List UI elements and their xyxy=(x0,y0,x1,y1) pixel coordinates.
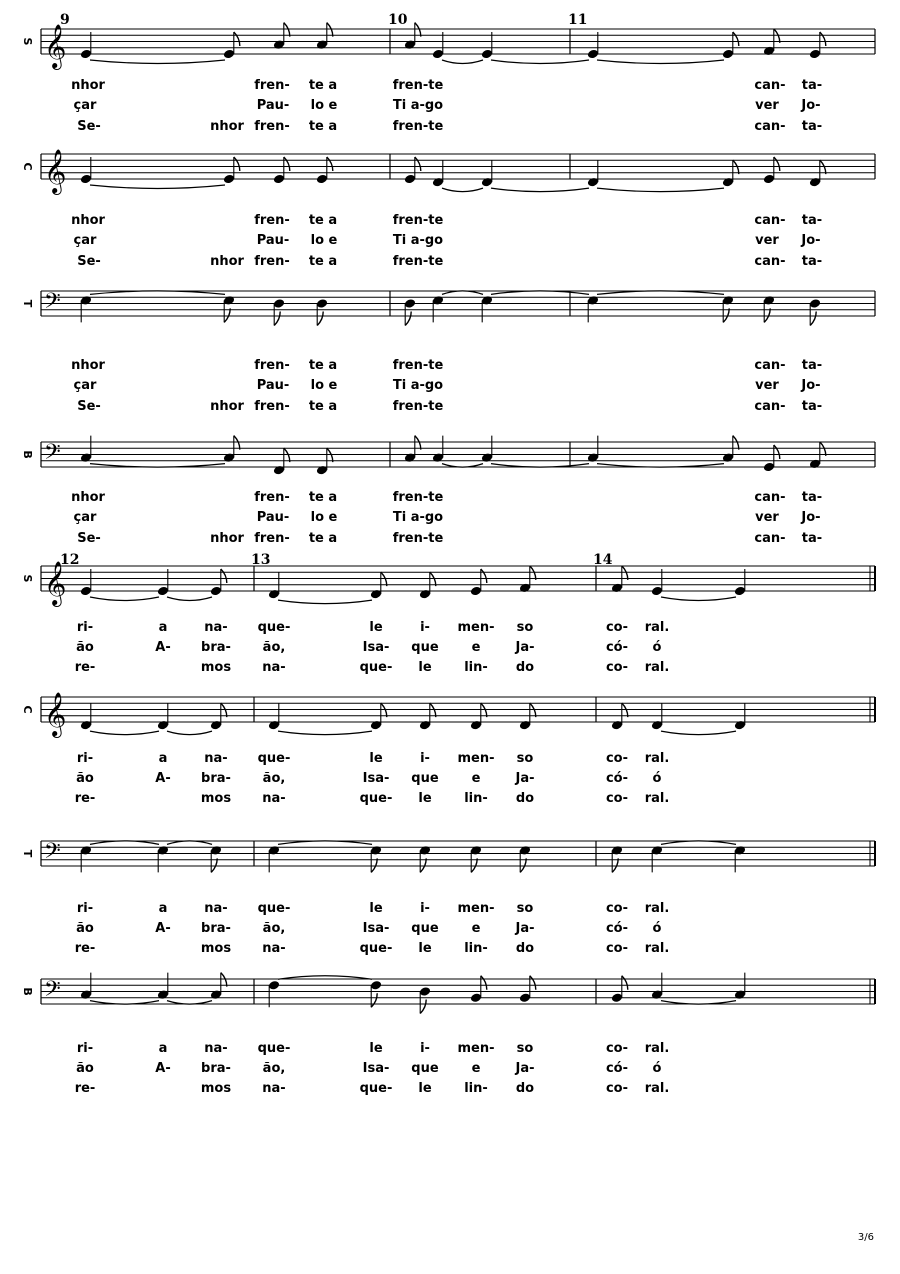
voice-label: S xyxy=(21,37,34,46)
lyric-syllable: Pau- xyxy=(256,98,290,113)
lyric-syllable: que- xyxy=(359,660,393,675)
lyric-syllable: can- xyxy=(754,531,786,546)
note-flag xyxy=(211,858,217,872)
note-flag xyxy=(234,32,240,46)
lyric-syllable: ta- xyxy=(801,531,823,546)
lyric-syllable: Ti a-go xyxy=(392,378,444,393)
lyric-syllable: ri- xyxy=(76,1041,94,1056)
note-flag xyxy=(317,312,323,326)
lyric-syllable: fren- xyxy=(254,213,290,228)
lyric-syllable: çar xyxy=(73,378,97,393)
lyric-syllable: ral. xyxy=(644,751,670,766)
lyric-syllable: ta- xyxy=(801,119,823,134)
treble-clef-icon: 𝄞 xyxy=(44,692,67,736)
note-flag xyxy=(520,858,526,872)
note-flag xyxy=(733,32,739,46)
lyric-syllable: ral. xyxy=(644,620,670,635)
lyric-syllable: Ja- xyxy=(515,771,535,786)
lyric-syllable: le xyxy=(418,791,432,806)
lyric-syllable: Pau- xyxy=(256,233,290,248)
staff-T xyxy=(21,839,875,956)
note-flag xyxy=(381,703,387,717)
note-flag xyxy=(530,703,536,717)
treble-clef-icon: 𝄞 xyxy=(44,149,67,193)
measure-number: 9 xyxy=(60,12,70,28)
lyric-syllable: ta- xyxy=(801,399,823,414)
note-flag xyxy=(733,436,739,450)
lyric-syllable: lin- xyxy=(464,941,488,956)
tie xyxy=(90,185,225,189)
note-flag xyxy=(622,976,628,990)
lyric-syllable: A- xyxy=(155,640,171,655)
bass-clef-icon: 𝄢 xyxy=(44,839,61,869)
lyric-syllable: bra- xyxy=(201,640,231,655)
lyric-syllable: fren-te xyxy=(392,531,444,546)
lyric-syllable: que- xyxy=(257,1041,291,1056)
lyric-syllable: men- xyxy=(457,901,495,916)
lyric-syllable: ão, xyxy=(262,1061,286,1076)
note-flag xyxy=(481,976,487,990)
bass-clef-icon: 𝄢 xyxy=(44,289,61,319)
lyric-syllable: bra- xyxy=(201,921,231,936)
lyric-syllable: ta- xyxy=(801,254,823,269)
lyric-syllable: ão, xyxy=(262,921,286,936)
lyric-syllable: ó xyxy=(652,771,662,786)
lyric-syllable: Pau- xyxy=(256,378,290,393)
note-flag xyxy=(612,858,618,872)
lyric-syllable: ta- xyxy=(801,78,823,93)
treble-clef-icon: 𝄞 xyxy=(44,24,67,68)
lyric-syllable: na- xyxy=(204,1041,228,1056)
lyric-syllable: na- xyxy=(204,620,228,635)
note-flag xyxy=(471,858,477,872)
note-flag xyxy=(820,442,826,456)
lyric-syllable: men- xyxy=(457,751,495,766)
lyric-syllable: que- xyxy=(359,1081,393,1096)
tie xyxy=(442,60,483,64)
lyric-syllable: fren-te xyxy=(392,254,444,269)
lyric-syllable: ver xyxy=(755,233,779,248)
lyric-syllable: can- xyxy=(754,78,786,93)
lyric-syllable: re- xyxy=(74,1081,96,1096)
note-flag xyxy=(284,23,290,37)
staff-S xyxy=(21,561,875,675)
lyric-syllable: nhor xyxy=(210,119,244,134)
lyric-syllable: le xyxy=(418,660,432,675)
lyric-syllable: lo e xyxy=(310,510,338,525)
tie xyxy=(661,597,736,601)
note-flag xyxy=(327,157,333,171)
lyric-syllable: can- xyxy=(754,213,786,228)
lyric-syllable: ral. xyxy=(644,791,670,806)
lyric-syllable: nhor xyxy=(71,358,105,373)
lyric-syllable: re- xyxy=(74,791,96,806)
lyric-syllable: men- xyxy=(457,1041,495,1056)
lyric-syllable: ó xyxy=(652,1061,662,1076)
lyric-syllable: que- xyxy=(359,791,393,806)
note-flag xyxy=(221,703,227,717)
staff-C xyxy=(21,692,875,806)
lyric-syllable: ver xyxy=(755,98,779,113)
lyric-syllable: lin- xyxy=(464,660,488,675)
lyric-syllable: fren-te xyxy=(392,78,444,93)
lyric-syllable: ão, xyxy=(262,771,286,786)
lyric-syllable: lo e xyxy=(310,233,338,248)
lyric-syllable: le xyxy=(369,751,383,766)
bass-clef-icon: 𝄢 xyxy=(44,440,61,470)
lyric-syllable: re- xyxy=(74,941,96,956)
voice-label: S xyxy=(21,574,34,583)
note-flag xyxy=(274,312,280,326)
lyric-syllable: ri- xyxy=(76,751,94,766)
note-flag xyxy=(774,445,780,459)
voice-label: T xyxy=(21,299,34,308)
lyric-syllable: le xyxy=(369,620,383,635)
lyric-syllable: Se- xyxy=(77,399,101,414)
lyric-syllable: ão xyxy=(76,1061,94,1076)
staff-S xyxy=(21,23,875,134)
lyric-syllable: le xyxy=(369,901,383,916)
note-flag xyxy=(234,436,240,450)
note-flag xyxy=(774,157,780,171)
note-flag xyxy=(221,973,227,987)
lyric-syllable: e xyxy=(471,921,481,936)
lyric-syllable: Ja- xyxy=(515,1061,535,1076)
tie xyxy=(90,60,225,64)
lyric-syllable: Jo- xyxy=(801,378,821,393)
lyric-syllable: que xyxy=(411,921,439,936)
lyric-syllable: fren- xyxy=(254,531,290,546)
lyric-syllable: so xyxy=(516,1041,534,1056)
lyric-syllable: do xyxy=(515,1081,535,1096)
lyric-syllable: do xyxy=(515,791,535,806)
lyric-syllable: fren-te xyxy=(392,399,444,414)
lyric-syllable: ó xyxy=(652,921,662,936)
lyric-syllable: te a xyxy=(308,78,338,93)
lyric-syllable: que xyxy=(411,771,439,786)
lyric-syllable: Isa- xyxy=(362,640,390,655)
lyric-syllable: le xyxy=(369,1041,383,1056)
note-flag xyxy=(622,703,628,717)
lyric-syllable: ta- xyxy=(801,358,823,373)
lyric-syllable: que xyxy=(411,640,439,655)
lyric-syllable: ta- xyxy=(801,490,823,505)
lyric-syllable: can- xyxy=(754,358,786,373)
lyric-syllable: Ti a-go xyxy=(392,98,444,113)
lyric-syllable: que- xyxy=(359,941,393,956)
note-flag xyxy=(810,312,816,326)
tie xyxy=(278,600,372,604)
voice-label: B xyxy=(21,987,34,996)
note-flag xyxy=(234,157,240,171)
lyric-syllable: ral. xyxy=(644,941,670,956)
lyric-syllable: có- xyxy=(605,640,629,655)
lyric-syllable: a xyxy=(158,620,168,635)
lyric-syllable: A- xyxy=(155,1061,171,1076)
lyric-syllable: Isa- xyxy=(362,921,390,936)
lyric-syllable: do xyxy=(515,660,535,675)
note-flag xyxy=(415,157,421,171)
lyric-syllable: có- xyxy=(605,921,629,936)
lyric-syllable: so xyxy=(516,751,534,766)
lyric-syllable: te a xyxy=(308,531,338,546)
lyric-syllable: Se- xyxy=(77,119,101,134)
tie xyxy=(661,731,736,735)
system-1 xyxy=(21,12,875,546)
note-flag xyxy=(224,308,230,322)
measure-number: 13 xyxy=(251,552,271,568)
note-flag xyxy=(221,569,227,583)
lyric-syllable: can- xyxy=(754,490,786,505)
tie xyxy=(90,597,159,601)
note-flag xyxy=(430,703,436,717)
tie xyxy=(167,597,212,601)
lyric-syllable: mos xyxy=(200,1081,232,1096)
lyric-syllable: lo e xyxy=(310,98,338,113)
lyric-syllable: le xyxy=(418,941,432,956)
note-flag xyxy=(820,32,826,46)
lyric-syllable: a xyxy=(158,751,168,766)
lyric-syllable: i- xyxy=(420,901,430,916)
note-flag xyxy=(371,858,377,872)
lyric-syllable: so xyxy=(516,901,534,916)
lyric-syllable: le xyxy=(418,1081,432,1096)
note-flag xyxy=(430,572,436,586)
lyric-syllable: co- xyxy=(605,1041,629,1056)
lyric-syllable: ral. xyxy=(644,1081,670,1096)
lyric-syllable: can- xyxy=(754,254,786,269)
note-flag xyxy=(415,436,421,450)
lyric-syllable: bra- xyxy=(201,1061,231,1076)
tie xyxy=(491,60,589,64)
lyric-syllable: ó xyxy=(652,640,662,655)
lyric-syllable: co- xyxy=(605,660,629,675)
lyric-syllable: A- xyxy=(155,771,171,786)
lyric-syllable: lo e xyxy=(310,378,338,393)
staff-T xyxy=(21,289,875,414)
note-flag xyxy=(530,976,536,990)
lyric-syllable: fren- xyxy=(254,490,290,505)
note-flag xyxy=(733,160,739,174)
treble-clef-icon: 𝄞 xyxy=(44,561,67,605)
lyric-syllable: lin- xyxy=(464,791,488,806)
note-flag xyxy=(420,858,426,872)
lyric-syllable: i- xyxy=(420,1041,430,1056)
lyric-syllable: i- xyxy=(420,620,430,635)
lyric-syllable: ão xyxy=(76,921,94,936)
lyric-syllable: ver xyxy=(755,510,779,525)
bass-clef-icon: 𝄢 xyxy=(44,977,61,1007)
lyric-syllable: ral. xyxy=(644,660,670,675)
lyric-syllable: nhor xyxy=(71,78,105,93)
lyric-syllable: que xyxy=(411,1061,439,1076)
lyric-syllable: ta- xyxy=(801,213,823,228)
lyric-syllable: mos xyxy=(200,660,232,675)
lyric-syllable: fren-te xyxy=(392,358,444,373)
note-flag xyxy=(420,1000,426,1014)
lyric-syllable: na- xyxy=(262,941,286,956)
lyric-syllable: fren-te xyxy=(392,490,444,505)
lyric-syllable: a xyxy=(158,901,168,916)
lyric-syllable: fren- xyxy=(254,254,290,269)
lyric-syllable: men- xyxy=(457,620,495,635)
lyric-syllable: ri- xyxy=(76,620,94,635)
tie xyxy=(597,188,724,192)
note-flag xyxy=(327,23,333,37)
lyric-syllable: fren- xyxy=(254,119,290,134)
note-flag xyxy=(405,312,411,326)
tie xyxy=(90,731,159,735)
staff-C xyxy=(21,149,875,269)
lyric-syllable: Ja- xyxy=(515,921,535,936)
lyric-syllable: ver xyxy=(755,378,779,393)
lyric-syllable: do xyxy=(515,941,535,956)
lyric-syllable: te a xyxy=(308,399,338,414)
lyric-syllable: ão, xyxy=(262,640,286,655)
lyric-syllable: lin- xyxy=(464,1081,488,1096)
lyric-syllable: Se- xyxy=(77,531,101,546)
voice-label: T xyxy=(21,849,34,858)
lyric-syllable: que- xyxy=(257,751,291,766)
measure-number: 14 xyxy=(593,552,613,568)
note-flag xyxy=(622,566,628,580)
lyric-syllable: çar xyxy=(73,233,97,248)
lyric-syllable: na- xyxy=(204,901,228,916)
lyric-syllable: có- xyxy=(605,771,629,786)
lyric-syllable: bra- xyxy=(201,771,231,786)
lyric-syllable: fren-te xyxy=(392,213,444,228)
lyric-syllable: có- xyxy=(605,1061,629,1076)
note-flag xyxy=(774,29,780,43)
system-2 xyxy=(21,552,875,1096)
note-flag xyxy=(284,448,290,462)
lyric-syllable: nhor xyxy=(210,399,244,414)
lyric-syllable: na- xyxy=(204,751,228,766)
note-flag xyxy=(381,572,387,586)
lyric-syllable: co- xyxy=(605,620,629,635)
lyric-syllable: Jo- xyxy=(801,98,821,113)
lyric-syllable: nhor xyxy=(71,213,105,228)
measure-number: 12 xyxy=(60,552,80,568)
lyric-syllable: çar xyxy=(73,98,97,113)
note-flag xyxy=(327,448,333,462)
note-flag xyxy=(764,308,770,322)
lyric-syllable: fren- xyxy=(254,78,290,93)
lyric-syllable: ão xyxy=(76,771,94,786)
lyric-syllable: co- xyxy=(605,941,629,956)
note-flag xyxy=(481,569,487,583)
voice-label: C xyxy=(21,162,34,171)
lyric-syllable: te a xyxy=(308,213,338,228)
lyric-syllable: na- xyxy=(262,1081,286,1096)
lyric-syllable: Se- xyxy=(77,254,101,269)
lyric-syllable: que- xyxy=(257,901,291,916)
lyric-syllable: Ti a-go xyxy=(392,510,444,525)
lyric-syllable: nhor xyxy=(210,531,244,546)
voice-label: C xyxy=(21,705,34,714)
tie xyxy=(442,188,483,192)
lyric-syllable: na- xyxy=(262,791,286,806)
lyric-syllable: çar xyxy=(73,510,97,525)
lyric-syllable: te a xyxy=(308,490,338,505)
lyric-syllable: so xyxy=(516,620,534,635)
lyric-syllable: Isa- xyxy=(362,1061,390,1076)
note-flag xyxy=(530,566,536,580)
lyric-syllable: fren-te xyxy=(392,119,444,134)
lyric-syllable: co- xyxy=(605,1081,629,1096)
lyric-syllable: te a xyxy=(308,254,338,269)
lyric-syllable: ão xyxy=(76,640,94,655)
staff-B xyxy=(21,973,875,1096)
lyric-syllable: Jo- xyxy=(801,233,821,248)
lyric-syllable: i- xyxy=(420,751,430,766)
lyric-syllable: re- xyxy=(74,660,96,675)
lyric-syllable: Pau- xyxy=(256,510,290,525)
measure-number: 10 xyxy=(388,12,408,28)
lyric-syllable: co- xyxy=(605,791,629,806)
lyric-syllable: Ti a-go xyxy=(392,233,444,248)
lyric-syllable: na- xyxy=(262,660,286,675)
lyric-syllable: e xyxy=(471,1061,481,1076)
note-flag xyxy=(415,23,421,37)
note-flag xyxy=(284,157,290,171)
lyric-syllable: ral. xyxy=(644,1041,670,1056)
lyric-syllable: nhor xyxy=(71,490,105,505)
lyric-syllable: que- xyxy=(257,620,291,635)
lyric-syllable: fren- xyxy=(254,358,290,373)
page-number: 3/6 xyxy=(857,1232,874,1243)
lyric-syllable: fren- xyxy=(254,399,290,414)
measure-number: 11 xyxy=(568,12,588,28)
lyric-syllable: can- xyxy=(754,399,786,414)
lyric-syllable: mos xyxy=(200,791,232,806)
lyric-syllable: te a xyxy=(308,119,338,134)
lyric-syllable: Jo- xyxy=(801,510,821,525)
lyric-syllable: A- xyxy=(155,921,171,936)
lyric-syllable: e xyxy=(471,640,481,655)
lyric-syllable: a xyxy=(158,1041,168,1056)
staff-B xyxy=(21,436,875,546)
lyric-syllable: Isa- xyxy=(362,771,390,786)
voice-label: B xyxy=(21,450,34,459)
tie xyxy=(278,731,372,735)
lyric-syllable: ri- xyxy=(76,901,94,916)
lyric-syllable: Ja- xyxy=(515,640,535,655)
lyric-syllable: mos xyxy=(200,941,232,956)
lyric-syllable: te a xyxy=(308,358,338,373)
note-flag xyxy=(723,308,729,322)
tie xyxy=(597,60,724,64)
note-flag xyxy=(371,993,377,1007)
note-flag xyxy=(481,703,487,717)
lyric-syllable: co- xyxy=(605,751,629,766)
lyric-syllable: nhor xyxy=(210,254,244,269)
lyric-syllable: ral. xyxy=(644,901,670,916)
lyric-syllable: co- xyxy=(605,901,629,916)
lyric-syllable: e xyxy=(471,771,481,786)
tie xyxy=(491,188,589,192)
lyric-syllable: can- xyxy=(754,119,786,134)
note-flag xyxy=(820,160,826,174)
tie xyxy=(167,731,212,735)
